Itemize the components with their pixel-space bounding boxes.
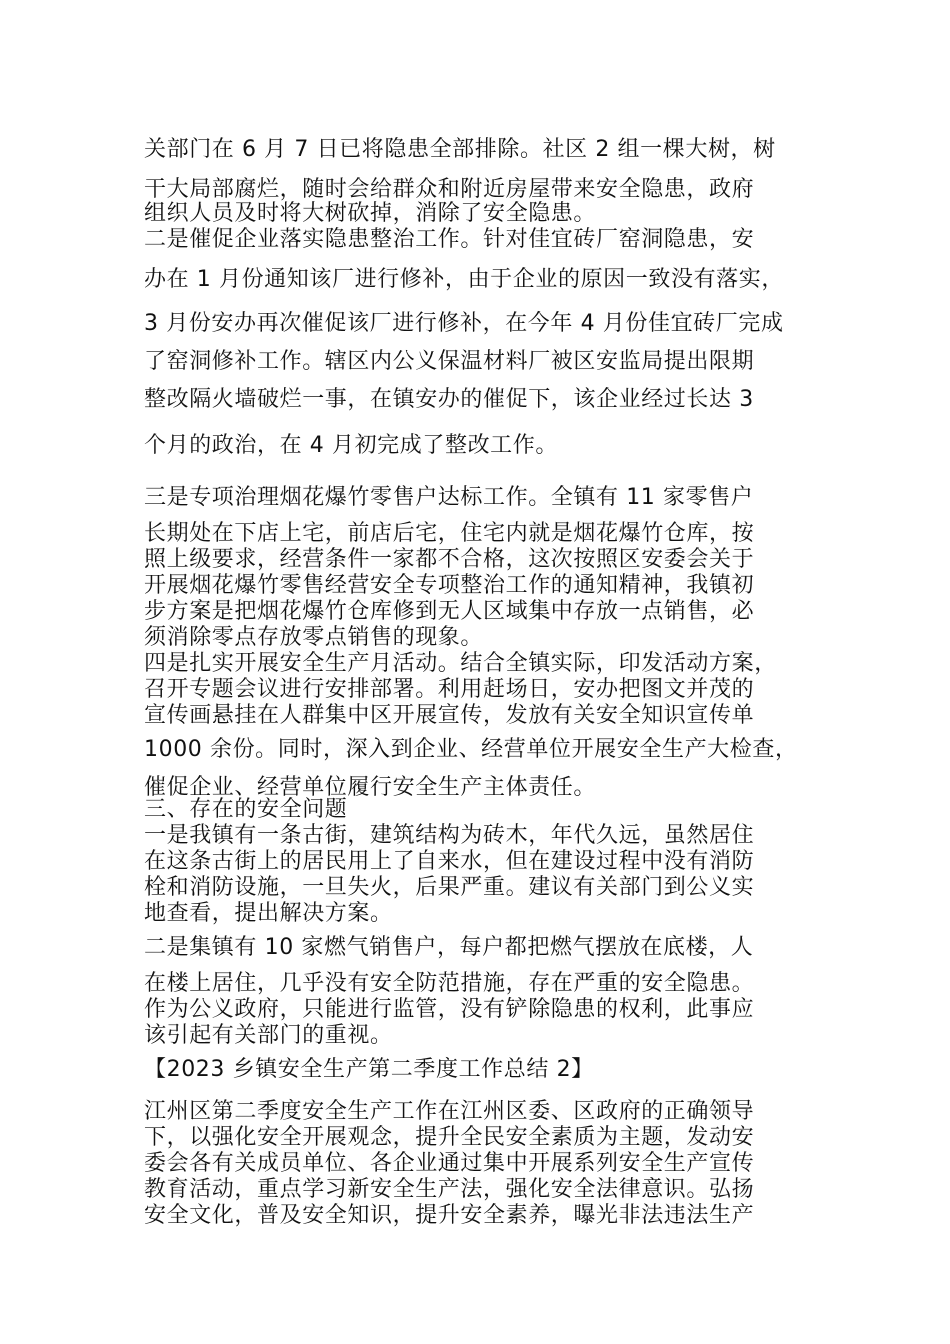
text-line: 在楼上居住，几乎没有安全防范措施，存在严重的安全隐患。 [144,971,755,996]
text-line: 栓和消防设施，一旦失火，后果严重。建议有关部门到公义实 [144,875,755,900]
text-line: 地查看，提出解决方案。 [144,901,393,926]
text-line: 关部门在 6 月 7 日已将隐患全部排除。社区 2 组一棵大树，树 [144,137,776,162]
text-line: 一是我镇有一条古街，建筑结构为砖木，年代久远，虽然居住 [144,823,755,848]
text-line: 下，以强化安全开展观念，提升全民安全素质为主题，发动安 [144,1125,755,1150]
text-line: 四是扎实开展安全生产月活动。结合全镇实际，印发活动方案， [144,651,777,676]
text-line: 江州区第二季度安全生产工作在江州区委、区政府的正确领导 [144,1099,755,1124]
text-line: 召开专题会议进行安排部署。利用赶场日，安办把图文并茂的 [144,677,755,702]
text-line: 长期处在下店上宅，前店后宅，住宅内就是烟花爆竹仓库，按 [144,521,755,546]
text-line: 办在 1 月份通知该厂进行修补，由于企业的原因一致没有落实， [144,267,784,292]
text-line: 宣传画悬挂在人群集中区开展宣传，发放有关安全知识宣传单 [144,703,755,728]
text-line: 整改隔火墙破烂一事，在镇安办的催促下，该企业经过长达 3 [144,387,754,412]
text-line: 干大局部腐烂，随时会给群众和附近房屋带来安全隐患，政府 [144,177,755,202]
text-line: 个月的政治，在 4 月初完成了整改工作。 [144,433,558,458]
text-line: 步方案是把烟花爆竹仓库修到无人区域集中存放一点销售，必 [144,599,755,624]
text-line: 3 月份安办再次催促该厂进行修补，在今年 4 月份佳宜砖厂完成 [144,311,784,336]
article-title: 【2023 乡镇安全生产第二季度工作总结 2】 [144,1057,594,1082]
text-line: 安全文化，普及安全知识，提升安全素养，曝光非法违法生产 [144,1203,755,1228]
text-line: 教育活动，重点学习新安全生产法，强化安全法律意识。弘扬 [144,1177,755,1202]
text-line: 在这条古街上的居民用上了自来水，但在建设过程中没有消防 [144,849,755,874]
text-line: 该引起有关部门的重视。 [144,1023,393,1048]
section-heading: 三、存在的安全问题 [144,797,348,822]
text-line: 催促企业、经营单位履行安全生产主体责任。 [144,775,597,800]
text-line: 照上级要求，经营条件一家都不合格，这次按照区安委会关于 [144,547,755,572]
text-line: 二是集镇有 10 家燃气销售户，每户都把燃气摆放在底楼，人 [144,935,754,960]
text-line: 1000 余份。同时，深入到企业、经营单位开展安全生产大检查， [144,737,798,762]
text-line: 委会各有关成员单位、各企业通过集中开展系列安全生产宣传 [144,1151,755,1176]
text-line: 了窑洞修补工作。辖区内公义保温材料厂被区安监局提出限期 [144,349,755,374]
text-line: 三是专项治理烟花爆竹零售户达标工作。全镇有 11 家零售户 [144,485,754,510]
text-line: 开展烟花爆竹零售经营安全专项整治工作的通知精神，我镇初 [144,573,755,598]
text-line: 须消除零点存放零点销售的现象。 [144,625,484,650]
text-line: 组织人员及时将大树砍掉，消除了安全隐患。 [144,201,597,226]
text-line: 二是催促企业落实隐患整治工作。针对佳宜砖厂窑洞隐患，安 [144,227,755,252]
text-line: 作为公义政府，只能进行监管，没有铲除隐患的权利，此事应 [144,997,755,1022]
